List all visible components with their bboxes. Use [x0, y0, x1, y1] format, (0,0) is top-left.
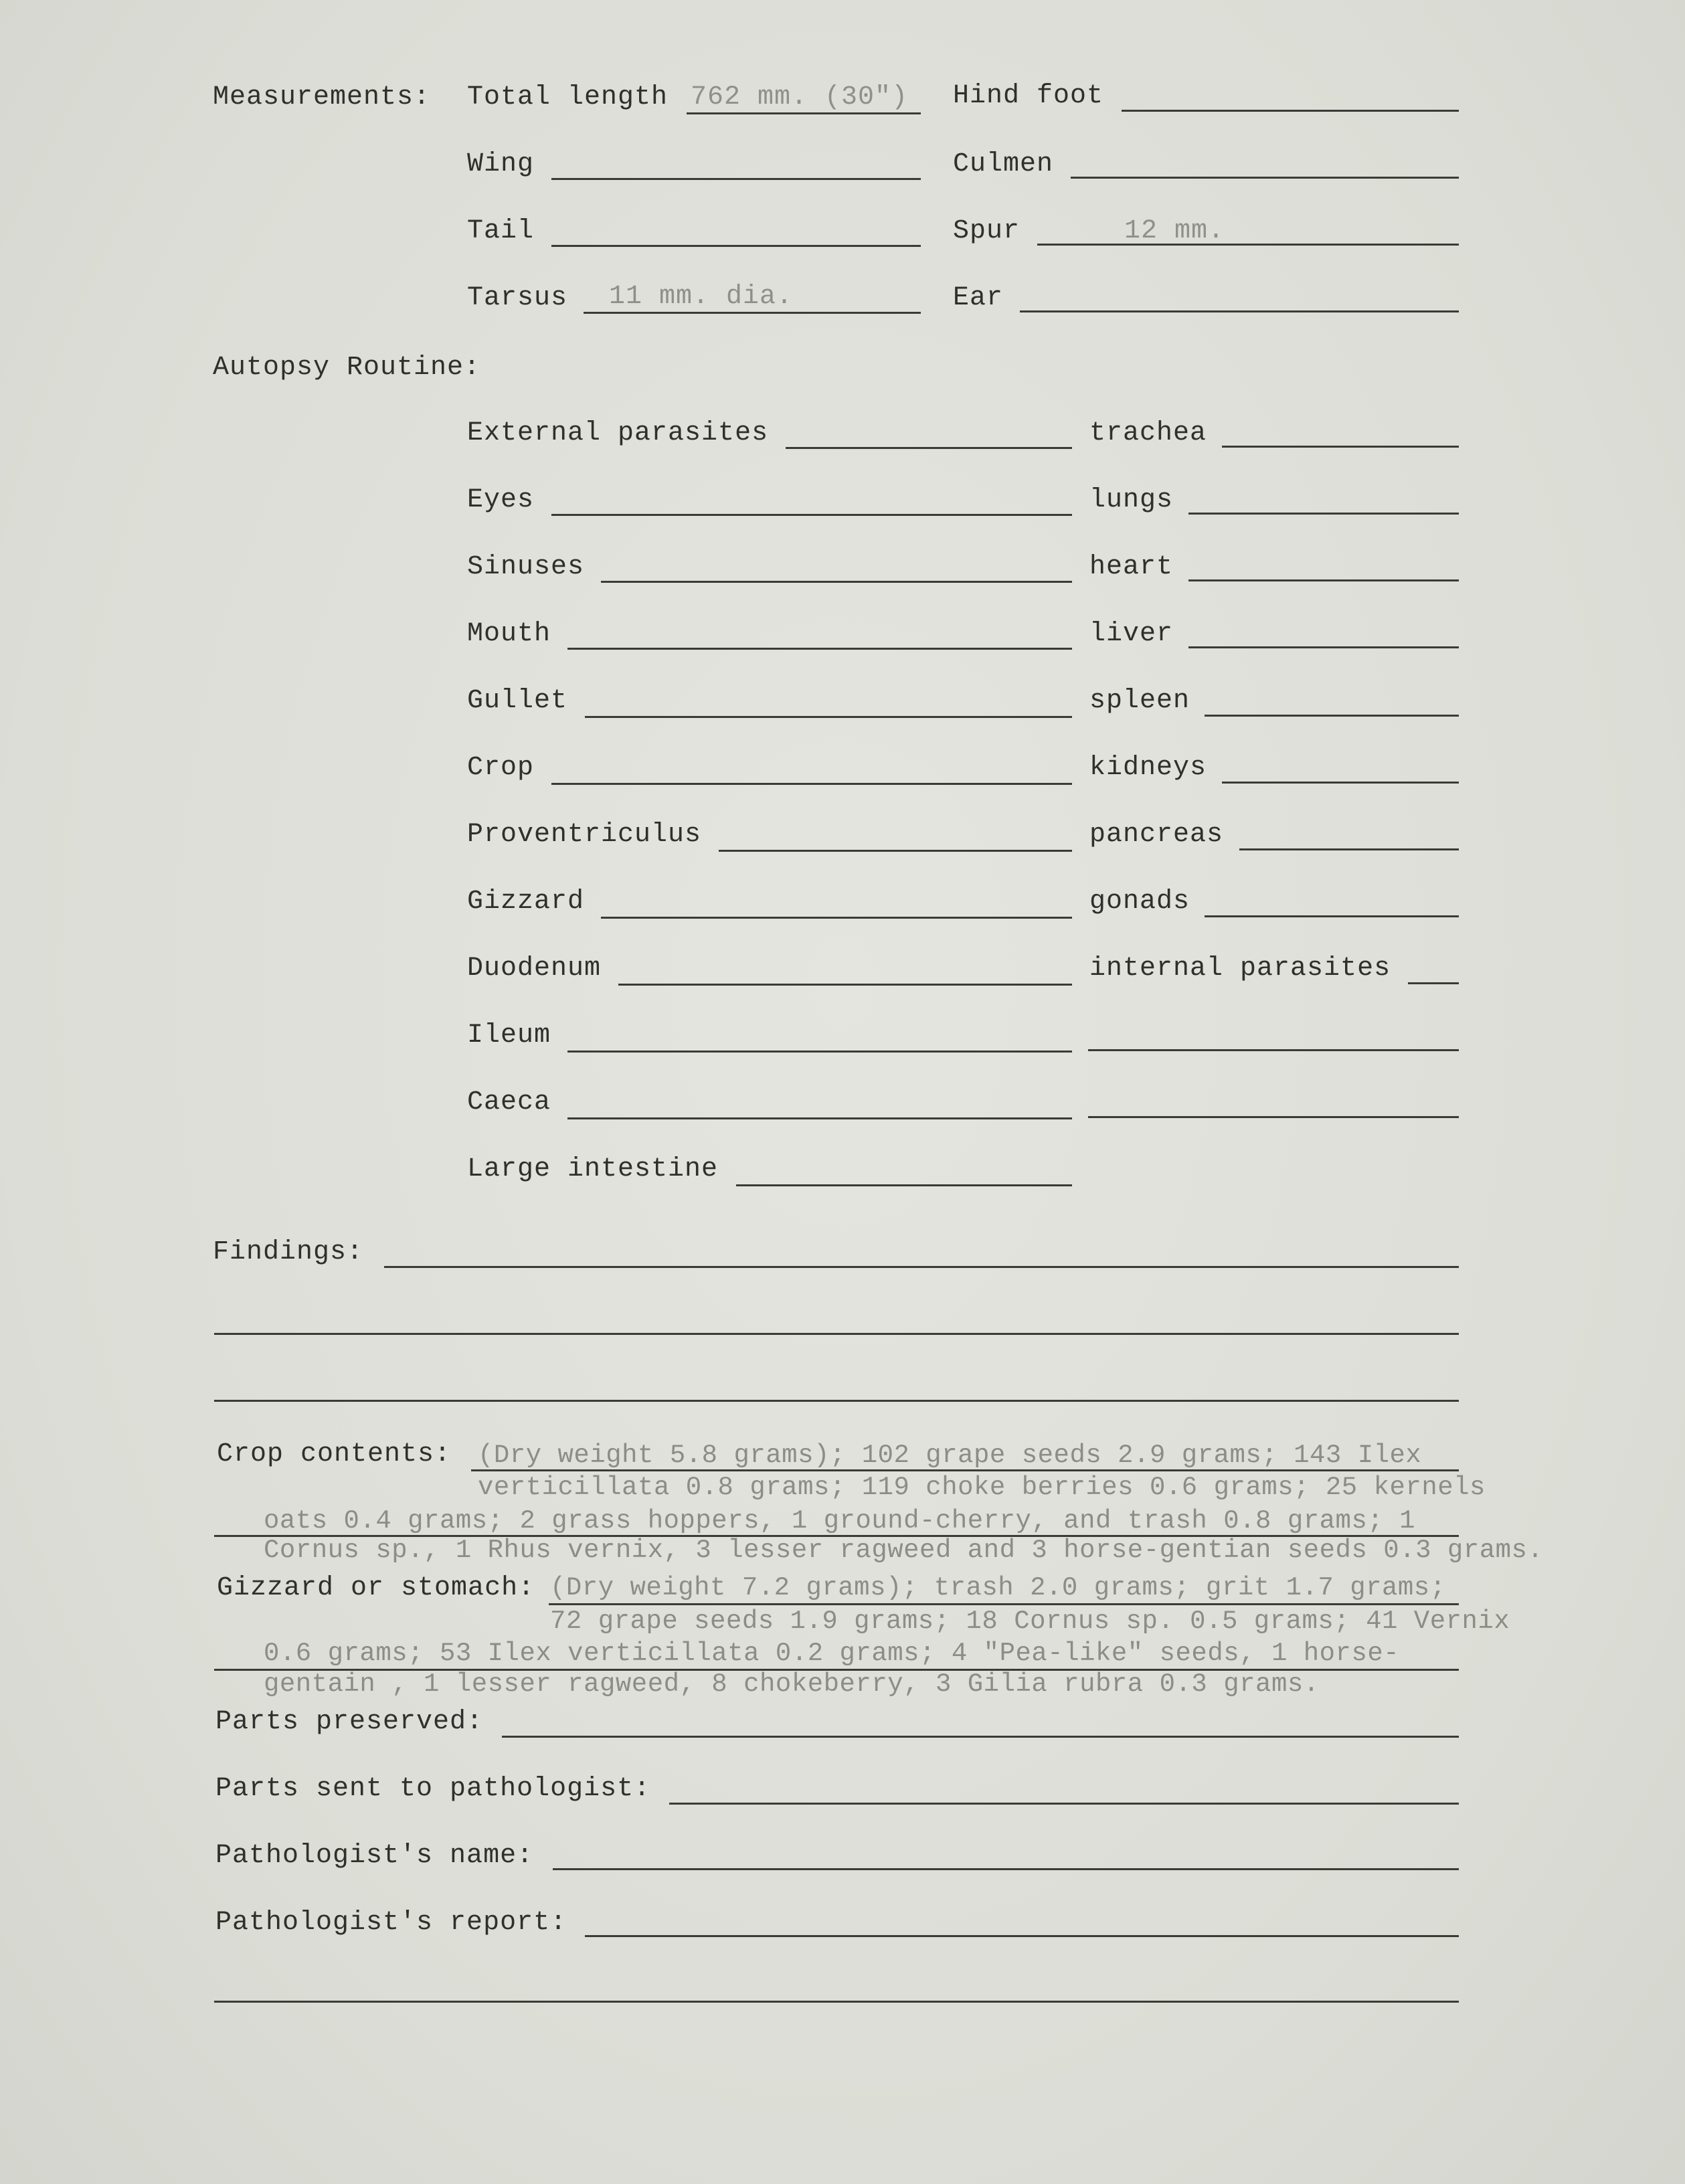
- gonads-label: gonads: [1089, 887, 1190, 917]
- parts-preserved-label: Parts preserved:: [215, 1707, 484, 1737]
- trachea-line: [1222, 446, 1459, 448]
- duodenum-line: [618, 984, 1072, 986]
- liver-line: [1188, 646, 1459, 648]
- ear-line: [1020, 310, 1459, 312]
- pathologist-name-label: Pathologist's name:: [215, 1841, 534, 1871]
- external-parasites-line: [786, 447, 1072, 449]
- mouth-line: [567, 648, 1072, 650]
- spleen-line: [1205, 715, 1459, 717]
- crop-contents-text-3: oats 0.4 grams; 2 grass hoppers, 1 ground-cherry, and trash 0.8 grams; 1: [264, 1506, 1416, 1536]
- wing-label: Wing: [467, 149, 535, 179]
- parts-sent-label: Parts sent to pathologist:: [215, 1774, 651, 1804]
- heart-label: heart: [1089, 552, 1174, 582]
- duodenum-label: Duodenum: [467, 953, 602, 984]
- crop-contents-text-2: verticillata 0.8 grams; 119 choke berries 0.6 grams; 25 kernels: [478, 1473, 1486, 1502]
- sinuses-line: [601, 581, 1072, 583]
- large-intestine-label: Large intestine: [467, 1154, 719, 1184]
- gizzard-contents-label: Gizzard or stomach:: [217, 1573, 535, 1603]
- liver-label: liver: [1089, 619, 1174, 649]
- crop-contents-text-4: Cornus sp., 1 Rhus vernix, 3 lesser ragweed and 3 horse-gentian seeds 0.3 grams.: [264, 1536, 1544, 1565]
- findings-label: Findings:: [213, 1237, 364, 1267]
- spur-value: 12 mm.: [1124, 216, 1225, 246]
- large-intestine-line: [736, 1184, 1072, 1186]
- blank-line-2: [1088, 1116, 1459, 1118]
- gizzard-contents-text-4: gentain , 1 lesser ragweed, 8 chokeberry, 3 Gilia rubra 0.3 grams.: [264, 1669, 1320, 1699]
- total-length-value: 762 mm. (30"): [691, 82, 909, 112]
- tail-label: Tail: [467, 216, 535, 246]
- gizzard-line: [601, 917, 1072, 919]
- pathologist-name-line: [553, 1868, 1459, 1870]
- measurements-heading: Measurements:: [213, 82, 431, 112]
- parts-sent-line: [669, 1803, 1459, 1805]
- gonads-line: [1205, 915, 1459, 917]
- pancreas-line: [1239, 848, 1459, 850]
- gullet-line: [585, 716, 1072, 718]
- external-parasites-label: External parasites: [467, 418, 769, 448]
- ileum-label: Ileum: [467, 1020, 551, 1051]
- crop-contents-label: Crop contents:: [217, 1439, 452, 1469]
- tarsus-label: Tarsus: [467, 283, 568, 313]
- findings-line-2: [214, 1333, 1459, 1335]
- lungs-line: [1188, 513, 1459, 515]
- parts-preserved-line: [502, 1736, 1459, 1738]
- hind-foot-line: [1122, 110, 1459, 112]
- gizzard-contents-line-1: [549, 1603, 1459, 1605]
- eyes-label: Eyes: [467, 485, 535, 515]
- spur-label: Spur: [953, 216, 1021, 246]
- gizzard-contents-text-2: 72 grape seeds 1.9 grams; 18 Cornus sp. 0.5 grams; 41 Vernix: [550, 1607, 1510, 1636]
- findings-line-3: [214, 1400, 1459, 1402]
- spleen-label: spleen: [1089, 686, 1190, 716]
- ileum-line: [567, 1051, 1072, 1053]
- gizzard-contents-text-1: (Dry weight 7.2 grams); trash 2.0 grams; grit 1.7 grams;: [550, 1573, 1446, 1603]
- pathologist-report-line-1: [585, 1935, 1459, 1937]
- lungs-label: lungs: [1089, 485, 1174, 515]
- internal-parasites-label: internal parasites: [1089, 953, 1391, 984]
- spur-line: [1037, 244, 1459, 246]
- caeca-label: Caeca: [467, 1087, 551, 1117]
- mouth-label: Mouth: [467, 619, 551, 649]
- autopsy-heading: Autopsy Routine:: [213, 353, 481, 383]
- total-length-label: Total length: [467, 82, 669, 112]
- sinuses-label: Sinuses: [467, 552, 585, 582]
- kidneys-label: kidneys: [1089, 753, 1207, 783]
- proventriculus-label: Proventriculus: [467, 820, 702, 850]
- pancreas-label: pancreas: [1089, 820, 1224, 850]
- heart-line: [1188, 579, 1459, 581]
- proventriculus-line: [719, 850, 1072, 852]
- eyes-line: [551, 514, 1072, 516]
- ear-label: Ear: [953, 283, 1004, 313]
- hind-foot-label: Hind foot: [953, 81, 1104, 111]
- gullet-label: Gullet: [467, 686, 568, 716]
- blank-line-1: [1088, 1049, 1459, 1051]
- pathologist-report-line-2: [214, 2001, 1459, 2003]
- findings-line-1: [384, 1266, 1459, 1268]
- tail-line: [551, 245, 921, 247]
- gizzard-contents-text-3: 0.6 grams; 53 Ilex verticillata 0.2 grams; 4 "Pea-like" seeds, 1 horse-: [264, 1639, 1400, 1668]
- gizzard-label: Gizzard: [467, 887, 585, 917]
- wing-line: [551, 178, 921, 180]
- caeca-line: [567, 1117, 1072, 1119]
- culmen-line: [1071, 177, 1459, 179]
- crop-contents-text-1: (Dry weight 5.8 grams); 102 grape seeds 2.9 grams; 143 Ilex: [478, 1441, 1422, 1470]
- crop-label: Crop: [467, 753, 535, 783]
- trachea-label: trachea: [1089, 418, 1207, 448]
- tarsus-value: 11 mm. dia.: [609, 282, 794, 312]
- internal-parasites-line: [1408, 982, 1459, 984]
- culmen-label: Culmen: [953, 149, 1054, 179]
- crop-line: [551, 783, 1072, 785]
- kidneys-line: [1222, 782, 1459, 784]
- pathologist-report-label: Pathologist's report:: [215, 1908, 567, 1938]
